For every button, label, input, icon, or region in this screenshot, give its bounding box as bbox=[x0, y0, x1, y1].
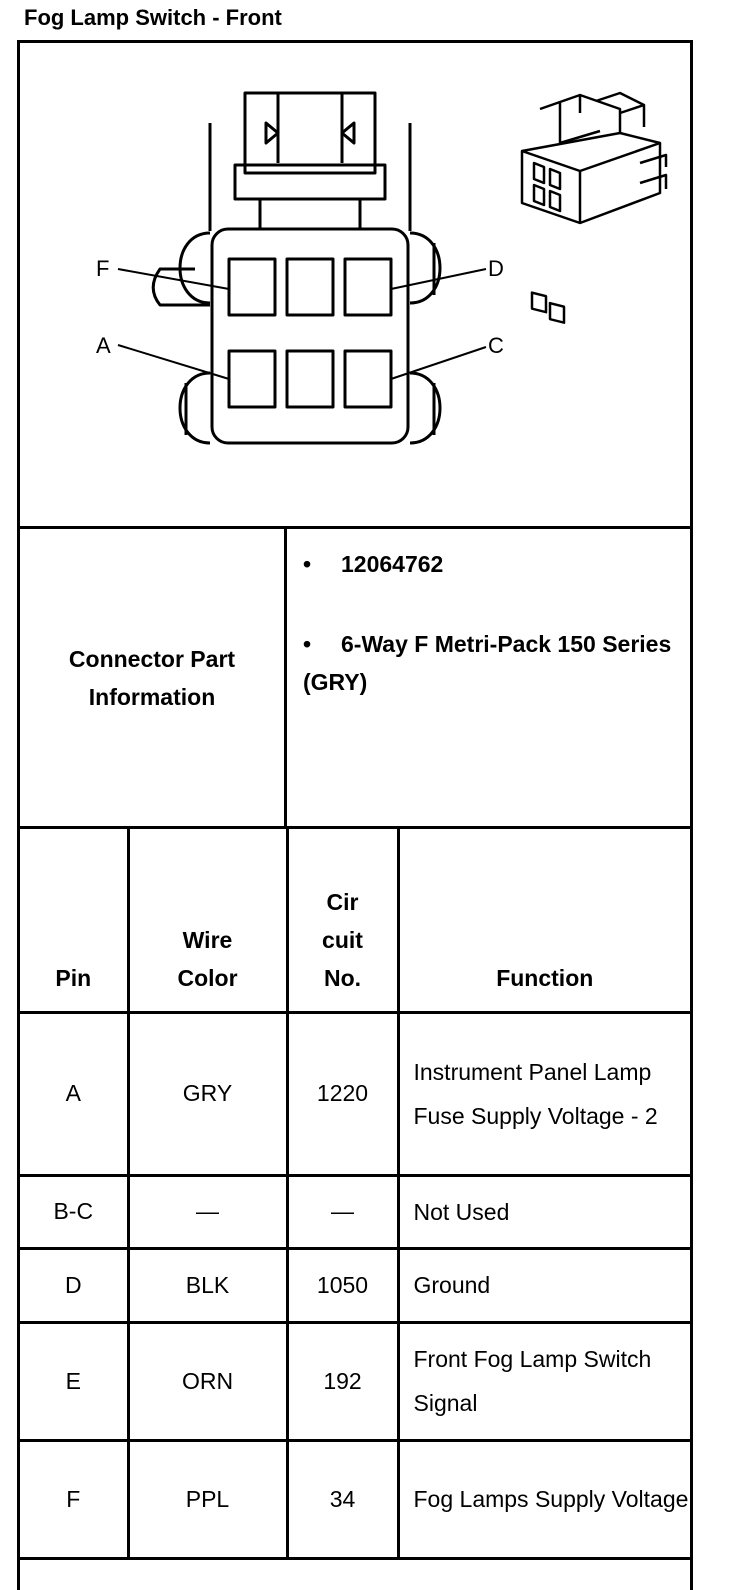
header-circuit-no: Cir cuit No. bbox=[287, 829, 398, 1012]
connector-part-info-row bbox=[20, 529, 690, 829]
pin-label-d: D bbox=[488, 256, 504, 281]
cell-pin: F bbox=[20, 1440, 128, 1558]
cell-pin: D bbox=[20, 1248, 128, 1322]
connector-face-drawing bbox=[20, 43, 690, 529]
pin-label-f: F bbox=[96, 256, 110, 281]
connector-description: 6-Way F Metri-Pack 150 Series (GRY) bbox=[303, 631, 672, 695]
connector-diagram bbox=[20, 43, 690, 529]
header-pin: Pin bbox=[20, 829, 128, 1012]
table-row bbox=[20, 1440, 690, 1558]
pin-table-header bbox=[20, 829, 690, 1012]
table-row bbox=[20, 1012, 690, 1175]
cell-wire-color: ORN bbox=[128, 1322, 287, 1440]
table-row bbox=[20, 1248, 690, 1322]
bullet-icon: • bbox=[303, 631, 312, 657]
table-row bbox=[20, 1175, 690, 1248]
pin-table bbox=[20, 829, 690, 1560]
connector-part-info-value bbox=[287, 529, 690, 826]
cell-pin: A bbox=[20, 1012, 128, 1175]
cell-circuit: 1220 bbox=[287, 1012, 398, 1175]
cell-function: Ground bbox=[398, 1248, 690, 1322]
cell-wire-color: — bbox=[128, 1175, 287, 1248]
cell-wire-color: GRY bbox=[128, 1012, 287, 1175]
cell-pin: B-C bbox=[20, 1175, 128, 1248]
header-wire-color: Wire Color bbox=[128, 829, 287, 1012]
cell-circuit: — bbox=[287, 1175, 398, 1248]
pin-label-c: C bbox=[488, 333, 504, 358]
part-number: 12064762 bbox=[341, 551, 444, 577]
cell-wire-color: PPL bbox=[128, 1440, 287, 1558]
cell-function: Fog Lamps Supply Voltage bbox=[398, 1440, 690, 1558]
cell-circuit: 192 bbox=[287, 1322, 398, 1440]
cell-circuit: 1050 bbox=[287, 1248, 398, 1322]
cell-wire-color: BLK bbox=[128, 1248, 287, 1322]
table-row bbox=[20, 1322, 690, 1440]
connector-part-info-label: Connector Part Information bbox=[20, 529, 287, 826]
connector-sheet bbox=[17, 40, 693, 1590]
description-bullet bbox=[303, 625, 683, 701]
page-title: Fog Lamp Switch - Front bbox=[24, 5, 282, 30]
cell-function: Front Fog Lamp Switch Signal bbox=[398, 1322, 690, 1440]
header-function: Function bbox=[398, 829, 690, 1012]
cell-function: Instrument Panel Lamp Fuse Supply Voltage - 2 bbox=[398, 1012, 690, 1175]
pin-label-a: A bbox=[96, 333, 111, 358]
part-number-bullet bbox=[303, 549, 443, 579]
cell-circuit: 34 bbox=[287, 1440, 398, 1558]
cell-pin: E bbox=[20, 1322, 128, 1440]
cell-function: Not Used bbox=[398, 1175, 690, 1248]
bullet-icon: • bbox=[303, 551, 312, 577]
